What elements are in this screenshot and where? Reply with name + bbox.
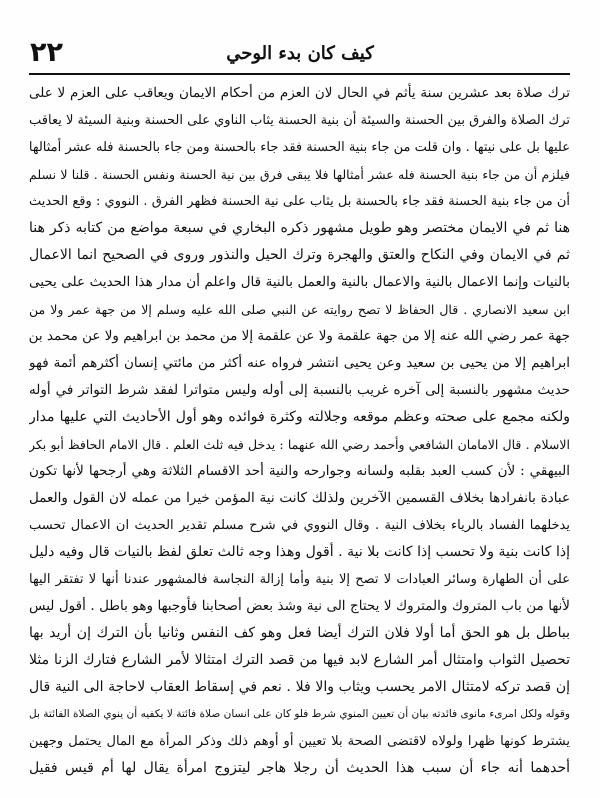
body-text [29, 80, 570, 785]
text-line: لأنها من باب المتروك والمتروك لا يحتاج الى نية وشذ بعض أصحابنا فأوجبها وهو باطل . أقول ليس [29, 598, 570, 614]
text-line: على أن الطهارة وسائر العبادات لا تصح إلا بنية وأما إزالة النجاسة فالمشهور عندنا أنها لا تفتقر اليها [29, 572, 570, 587]
text-line: إذا كانت بنية ولا تحسب إذا كانت بلا نية . أقول وهذا وجه ثالث تعلق لفظ بالنيات قال وفيه دليل [29, 544, 570, 560]
text-line: حديث مشهور بالنسبة إلى آخره غريب بالنسبة إلى أوله وليس متواترا لفقد شرط التواتر في أوله [29, 382, 570, 398]
running-title: كيف كان بدء الوحي [226, 43, 374, 64]
text-line: بالنيات وإنما الاعمال بالنية والاعمال بالنية والعمل بالنية قال واعلم أن مدار هذا الحديث على يحيى [29, 274, 570, 290]
text-line: فيلزم أن من جاء بنية الحسنة فله عشر أمثالها فلا يبقى فرق بين نية الحسنة ونفس الحسنة . قلنا لا نسلم [29, 167, 570, 182]
text-line: بباطل بل هو الحق أما أولا فلان الترك أيضا فعل وهو كف النفس وثانيا بأن الترك إن أريد بها [29, 625, 570, 641]
text-line: ابراهيم إلا من يحيى بن سعيد وعن يحيى انتشر فرواه عنه أكثر من مائتي إنسان أكثرهم أئمة فهو [29, 355, 570, 371]
text-line: عبادة بانفرادها بخلاف القسمين الآخرين ولذلك كانت نية المؤمن خيرا من عمله لان القول والعمل [29, 490, 570, 506]
text-line: البيهقي : لأن كسب العبد بقلبه ولسانه وجوارحه والنية أحد الاقسام الثلاثة وهي أرجحها لأنها تكون [29, 463, 570, 479]
header-rule [29, 73, 570, 75]
text-line: ولكنه مجمع على صحته وعظم موقعه وجلالته وكثرة فوائده وهو أول الأحاديث التي عليها مدار [29, 409, 570, 425]
text-line: إن قصد تركه لامتثال الامر يحسب ويثاب والا فلا . نعم في إسقاط العقاب لاحاجة الى النية قال [29, 679, 570, 695]
page-header [30, 38, 570, 72]
text-line: الاسلام . قال الامامان الشافعي وأحمد رضي الله عنهما : يدخل فيه ثلث العلم . قال الامام الحافظ أبو بكر [29, 437, 570, 452]
text-line: يدخلهما الفساد بالرياء بخلاف النية . وقال النووي في شرح مسلم تقدير الحديث ان الاعمال تحسب [29, 518, 570, 533]
text-line: ابن سعيد الانصاري . قال الحفاظ لا تصح روايته عن النبي صلى الله عليه وسلم إلا من جهة عمر ولا من [29, 302, 570, 317]
text-line: هنا ثم في الايمان مختصر وهو طويل مشهور ذكره البخاري في سبعة مواضع من كتابه ذكر هنا [29, 220, 570, 236]
text-line: أحدهما أنه جاء أن سبب هذا الحديث أن رجلا هاجر ليتزوج امرأة يقال لها أم قيس فقيل [29, 760, 570, 776]
text-line: ثم في الايمان وفي النكاح والعتق والهجرة وترك الحيل والنذور وروى في الصحيح انما الاعمال [29, 247, 570, 263]
text-line: أن من جاء بنية الحسنة فقد جاء بالحسنة بل يثاب على نية الحسنة فظهر الفرق . النووي : وقع الحديث [29, 194, 570, 209]
text-line: تحصيل الثواب وامتثال أمر الشارع لابد فيها من قصد الترك امتثالا لأمر الشارع فتارك الزنا مثلا [29, 652, 570, 668]
text-line: عليها بل على نيتها . وان قلت من جاء بنية الحسنة فقد جاء بالحسنة ومن جاء بالحسنة فله عشر أمثالها [29, 140, 570, 155]
text-line: ترك الصلاة والفرق بين الحسنة والسيئة أن بنية الحسنة يثاب الناوي على الحسنة وبنية السيئة لا يعاقب [29, 113, 570, 128]
text-line: وقوله ولكل امرىء مانوى فائدته بيان أن تعيين المنوي شرط فلو كان على انسان صلاة فائتة لا يكفيه أن ينوي الصلاة الفائتة بل [29, 708, 570, 720]
page-number: ٢٢ [30, 37, 63, 68]
text-line: جهة عمر رضي الله عنه إلا من جهة علقمة ولا عن علقمة إلا من محمد بن ابراهيم ولا عن محمد بن [29, 328, 570, 344]
text-line: ترك صلاة بعد عشرين سنة يأثم في الحال لان العزم من أحكام الايمان ويعاقب على العزم لا على [29, 85, 570, 101]
text-line: يشترط كونها ظهرا ولولاه لاقتضى الصحة بلا تعيين أو أوهم ذلك وذكر المرأة مع المال يحتمل وجهين [29, 734, 570, 749]
